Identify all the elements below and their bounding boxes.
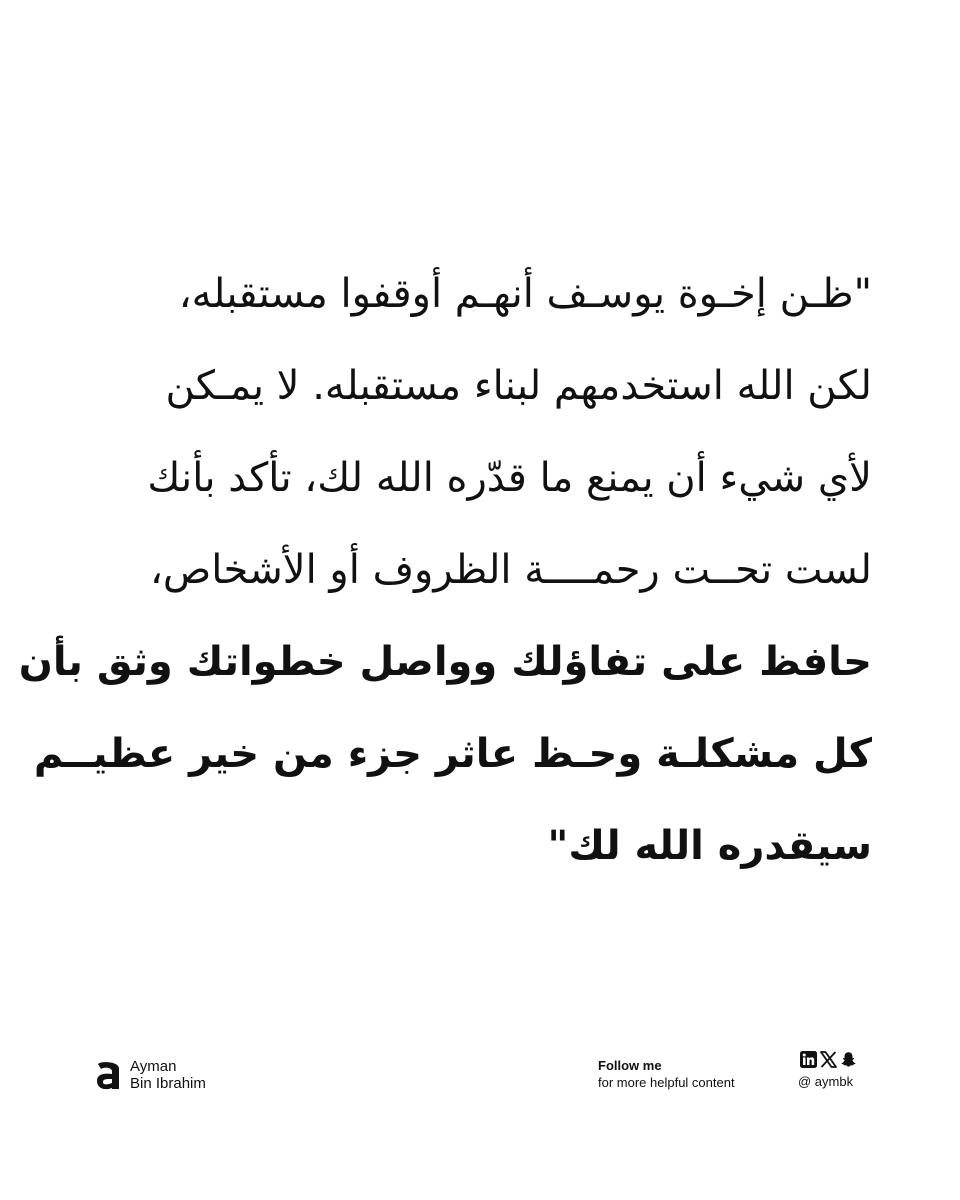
quote-line-6: كل مشكلـة وحـظ عاثر جزء من خير عظيــم [33,731,872,777]
brand-signature [96,1058,206,1092]
brand-name [130,1058,206,1092]
follow-cta [598,1057,735,1091]
social-icons [800,1049,857,1069]
quote-block [18,248,872,892]
social-block [798,1049,857,1090]
quote-line-7: سيقدره الله لك" [547,823,872,869]
snapchat-icon[interactable] [840,1051,857,1068]
brand-a-logo-icon [96,1060,122,1090]
follow-subtitle: for more helpful content [598,1075,735,1090]
x-icon[interactable] [820,1051,837,1068]
brand-last-name: Bin Ibrahim [130,1075,206,1092]
quote-line-5: حافظ على تفاؤلك وواصل خطواتك وثق بأن [18,639,872,685]
quote-line-1: "ظـن إخـوة يوسـف أنهـم أوقفوا مستقبله، [178,271,872,317]
follow-title: Follow me [598,1058,662,1073]
quote-line-3: لأي شيء أن يمنع ما قدّره الله لك، تأكد بأنك [147,455,872,501]
quote-line-2: لكن الله استخدمهم لبناء مستقبله. لا يمـكن [165,363,872,409]
quote-line-4: لست تحــت رحمــــة الظروف أو الأشخاص، [150,547,872,593]
brand-first-name: Ayman [130,1058,177,1075]
linkedin-icon[interactable] [800,1051,817,1068]
social-handle[interactable]: @ aymbk [798,1074,854,1089]
